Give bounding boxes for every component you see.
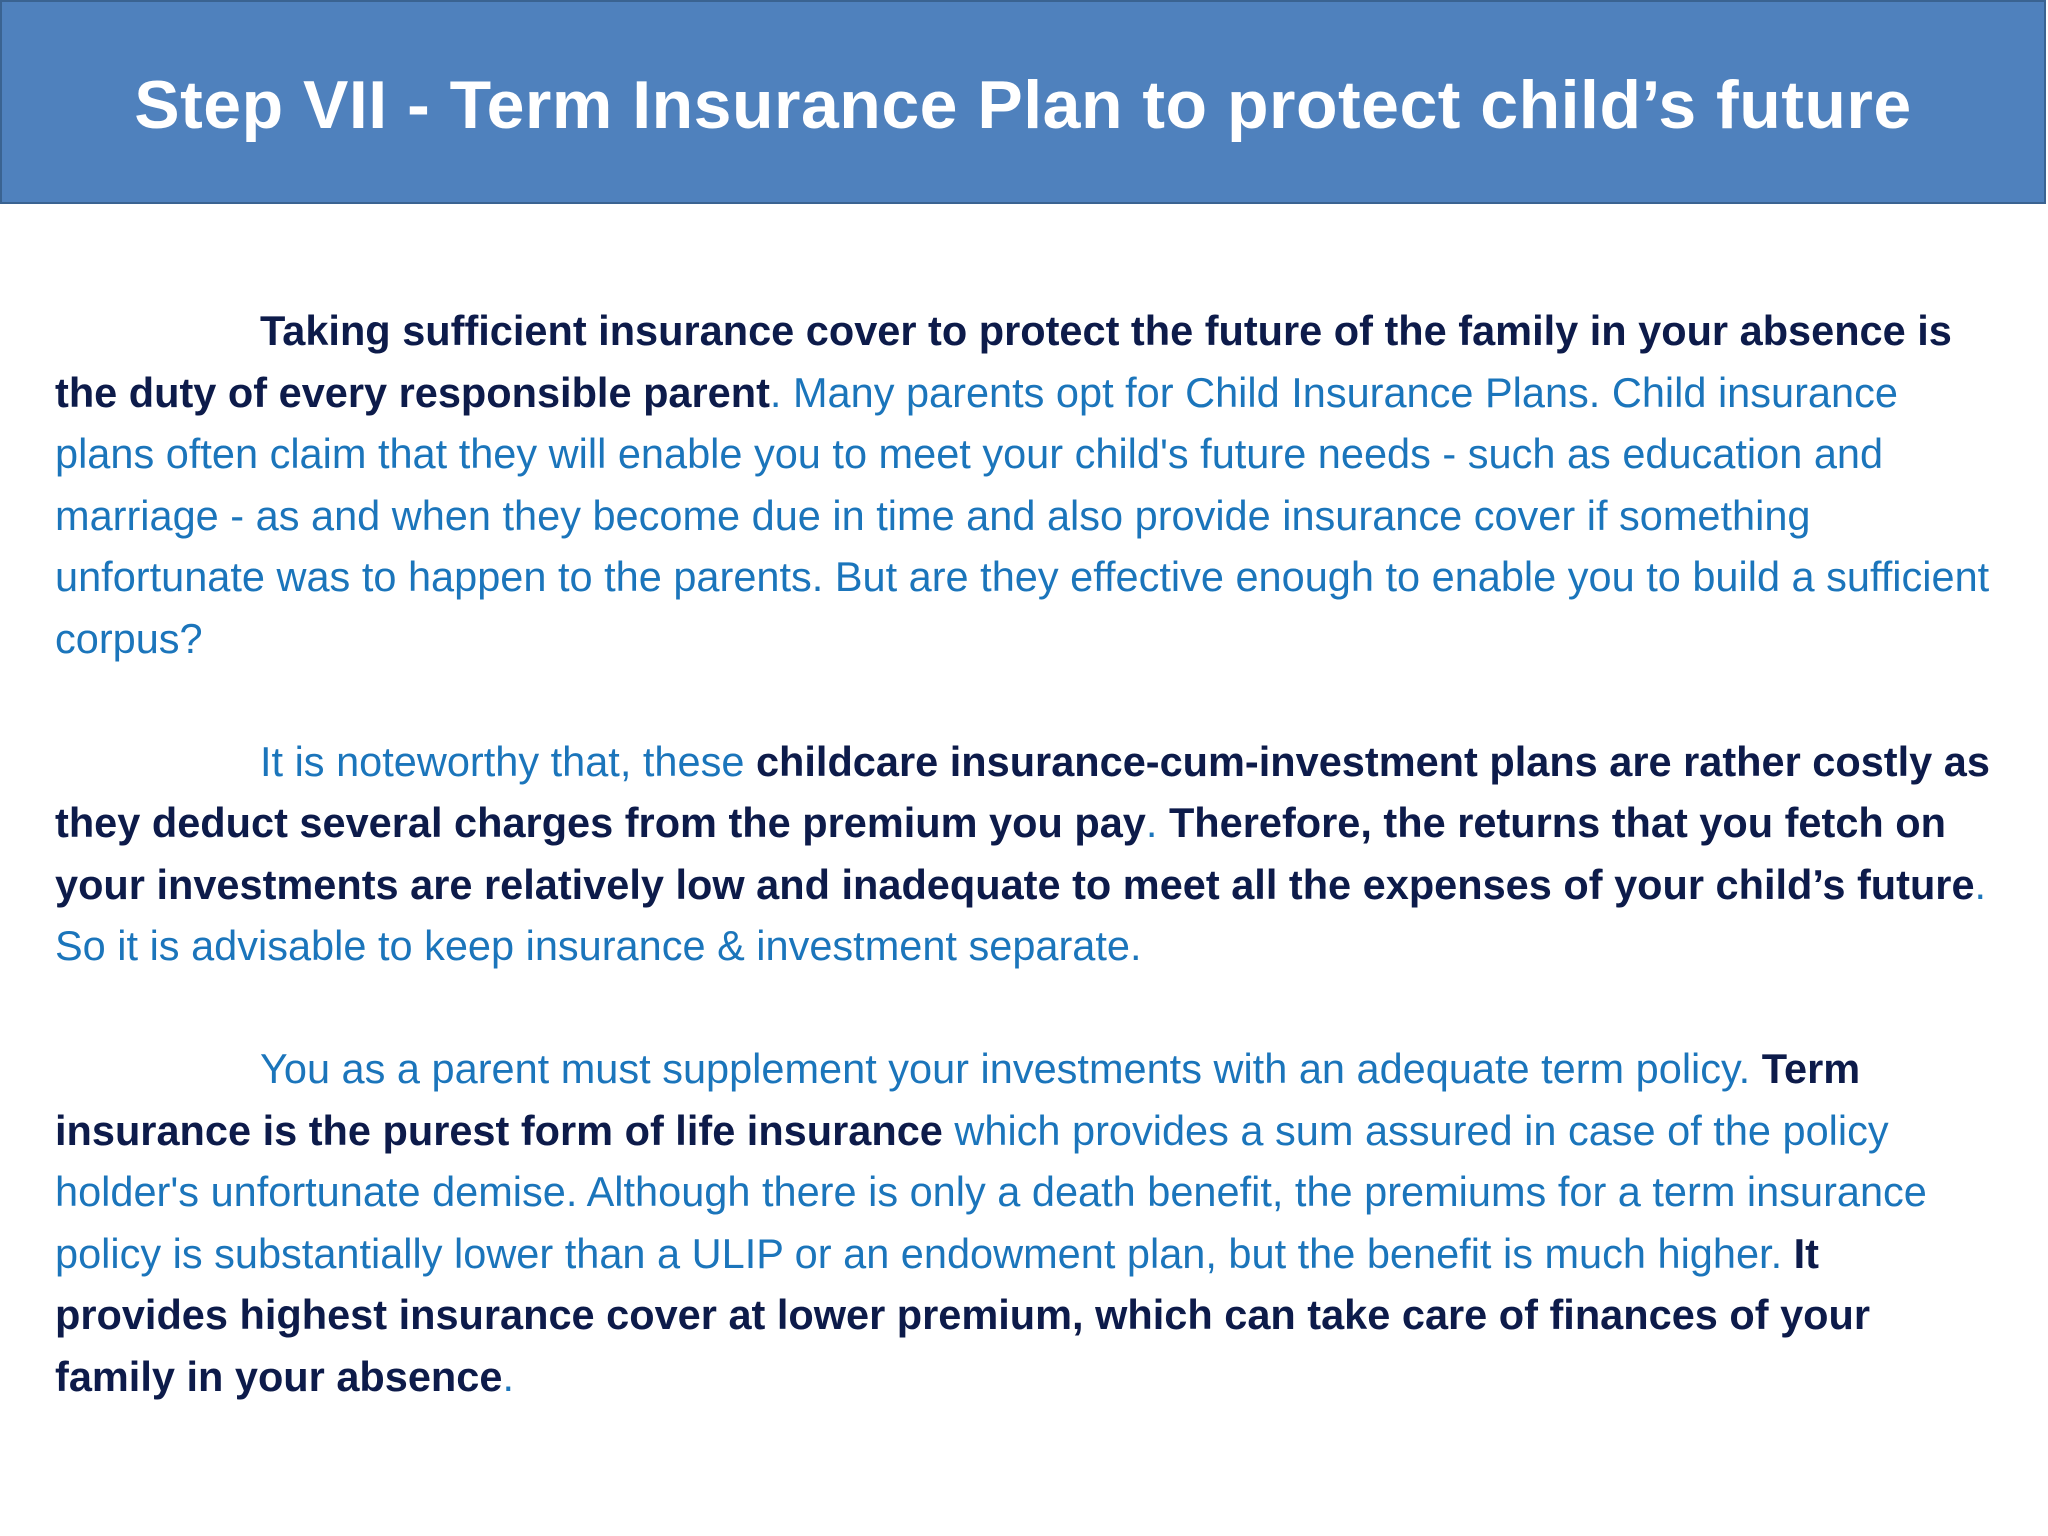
text-segment: . So it is advisable to keep insurance & investment separate.: [55, 860, 1987, 969]
paragraph-2: [55, 731, 2000, 977]
slide-title: Step VII - Term Insurance Plan to protect child’s future: [134, 67, 1912, 143]
text-segment: Therefore, the returns that you fetch on your investments are relatively low and inadequate to meet all the expenses of your child’s future: [55, 799, 1975, 908]
text-segment: Taking sufficient insurance cover to protect the future of the family in your absence is the duty of every responsible parent: [55, 307, 1952, 416]
text-segment: childcare insurance-cum-investment plans are rather costly as they deduct several charges from the premium you pay: [55, 737, 1990, 846]
text-segment: It is noteworthy that, these: [260, 737, 756, 785]
text-segment: . Many parents opt for Child Insurance Plans. Child insurance plans often claim that they will enable you to meet your child's future needs - such as education and marriage - as and when they become due in time and also provide insurance cover if something unfortunate was to happen to the parents. But are they effective enough to enable you to build a sufficient corpus?: [55, 368, 1990, 662]
paragraph-1: [55, 300, 2000, 669]
text-segment: You as a parent must supplement your investments with an adequate term policy.: [260, 1045, 1762, 1092]
title-bar: [0, 0, 2046, 204]
slide-body: [55, 300, 2000, 1469]
text-segment: .: [502, 1352, 514, 1400]
text-segment: It provides highest insurance cover at lower premium, which can take care of finances of your family in your absence: [55, 1229, 1871, 1400]
text-segment: .: [1145, 799, 1169, 846]
text-segment: which provides a sum assured in case of the policy holder's unfortunate demise. Although there is only a death benefit, the premiums for a term insurance policy is substantially lower than a ULIP or an endowment plan, but the benefit is much higher.: [55, 1106, 1927, 1277]
paragraph-3: [55, 1038, 2000, 1407]
text-segment: Term insurance is the purest form of life insurance: [55, 1045, 1861, 1154]
